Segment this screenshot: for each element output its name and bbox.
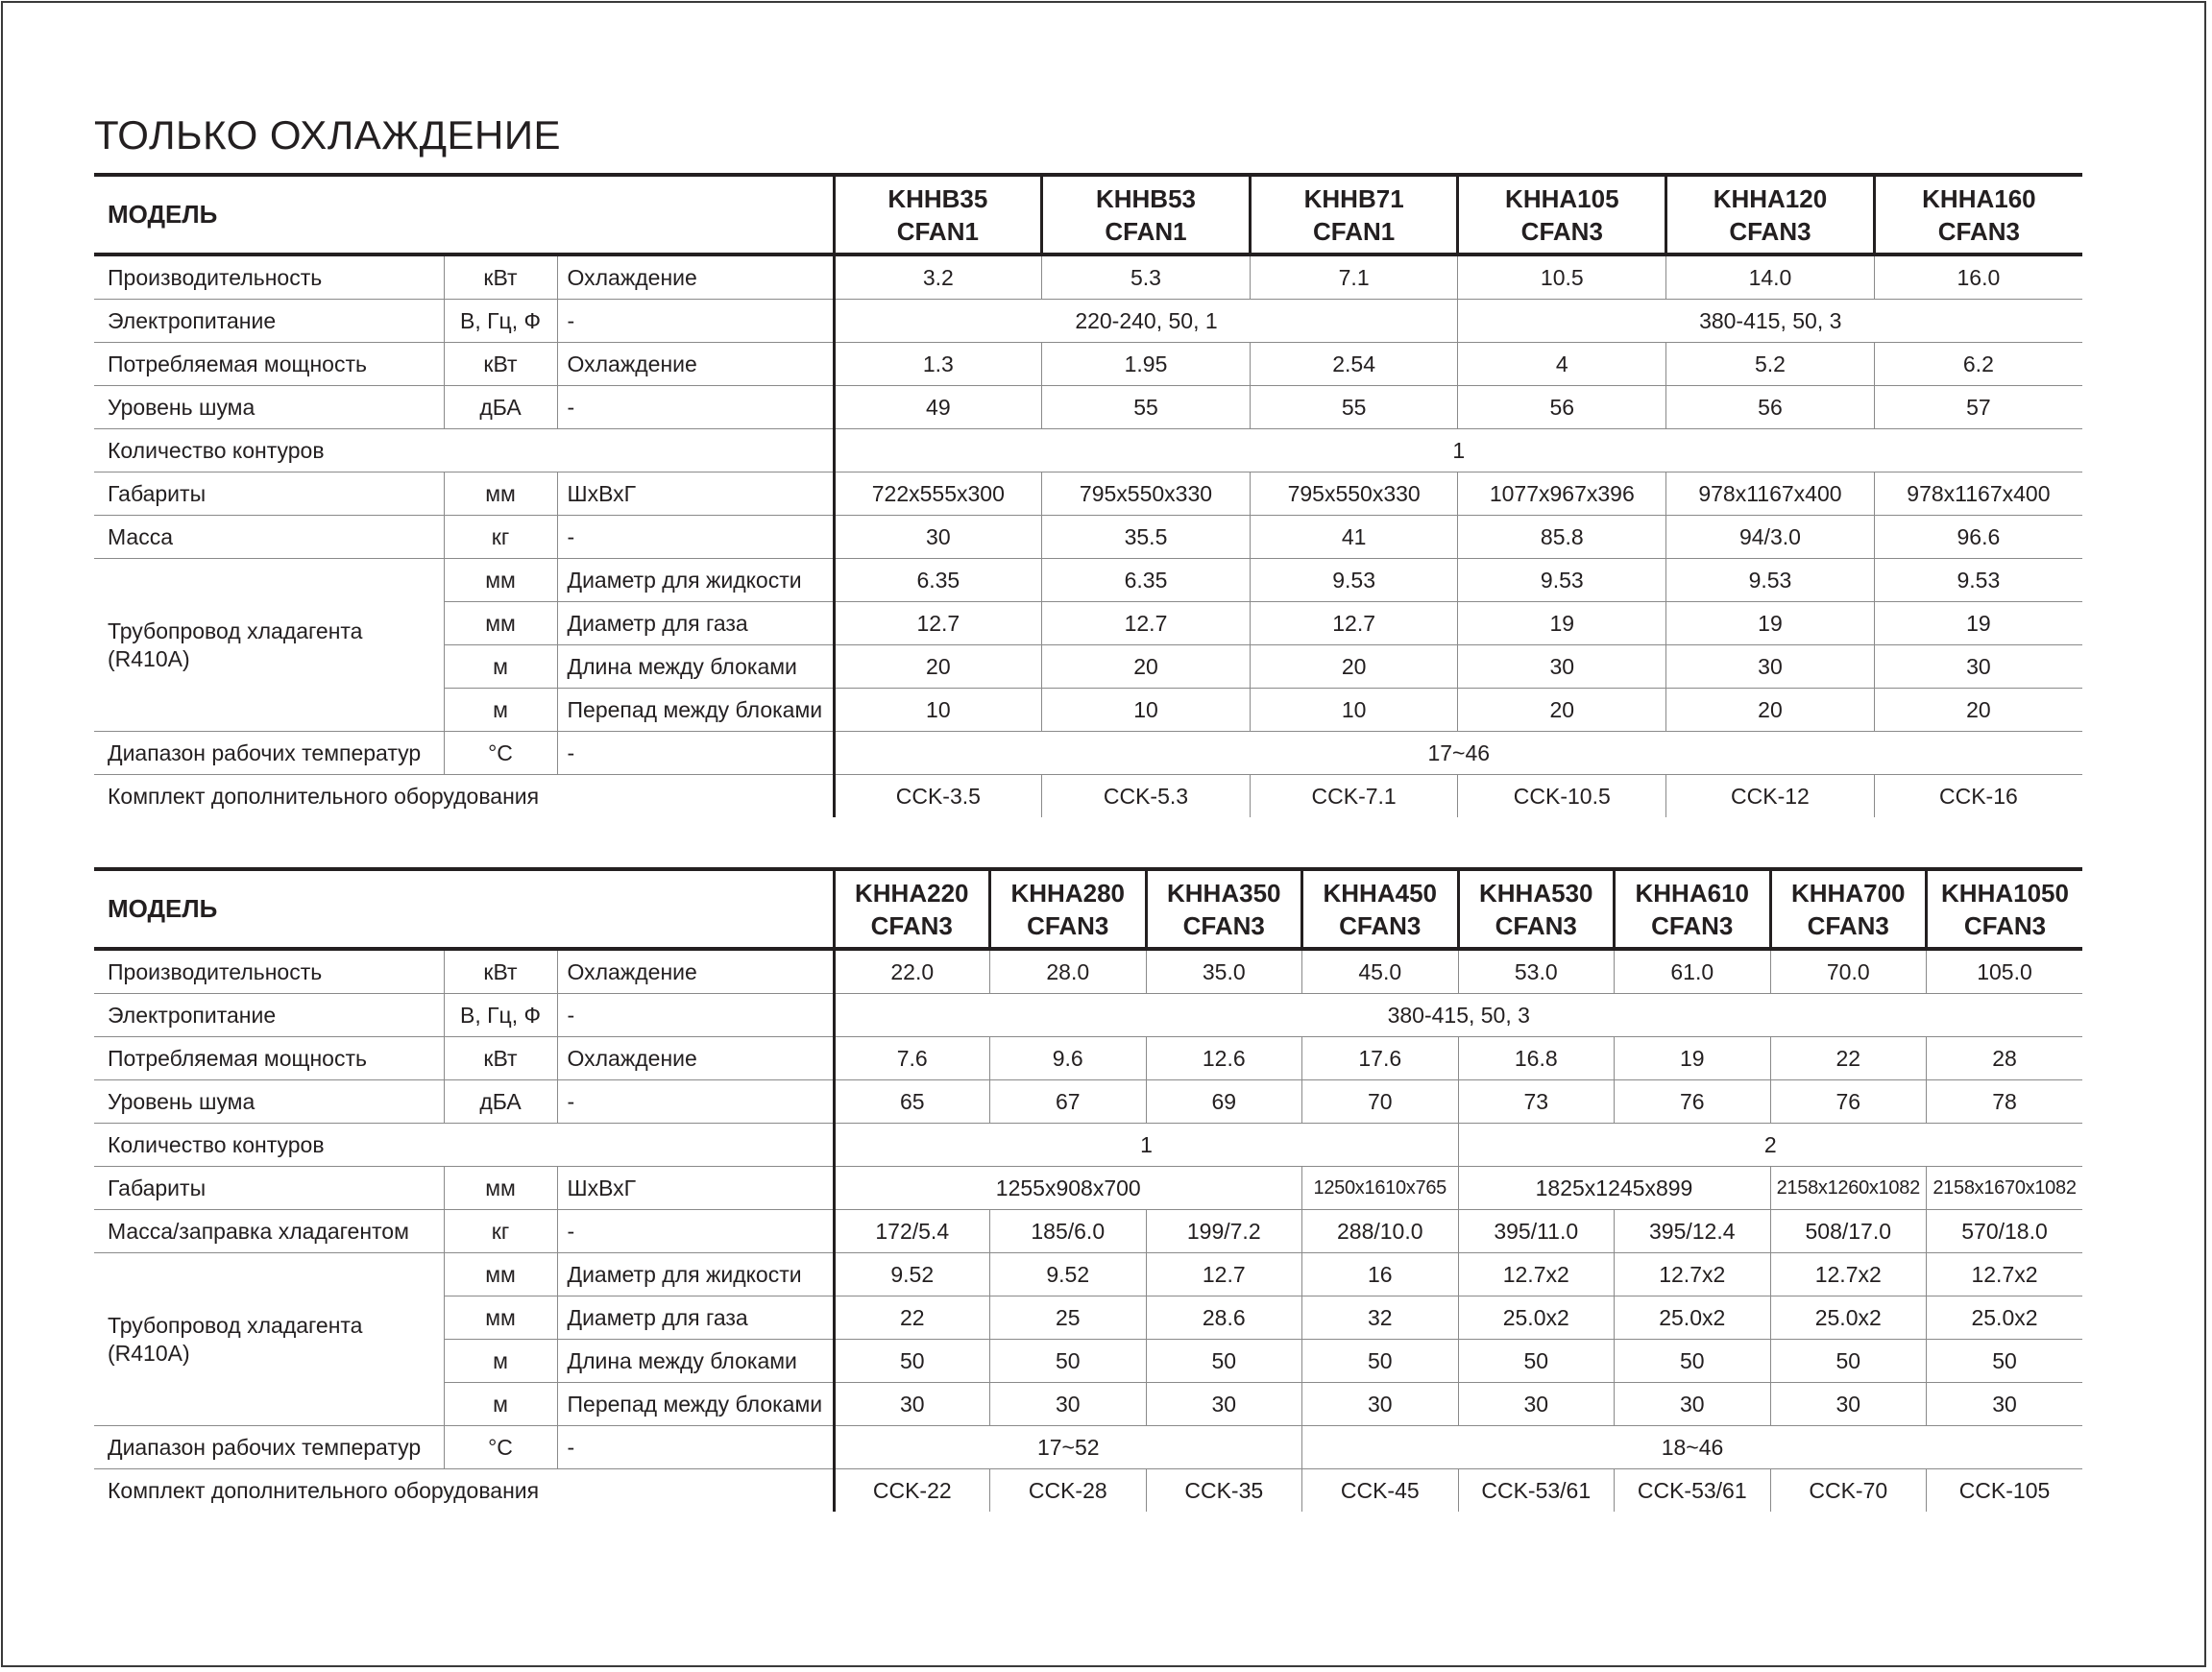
model-header-cell [1770, 869, 1927, 949]
value-cell: 14.0 [1666, 254, 1875, 300]
value-cell: 5.2 [1666, 343, 1875, 386]
value-cell: 10 [1250, 689, 1458, 732]
condition-cell: ШхВхГ [557, 1167, 834, 1210]
value-cell: 9.6 [990, 1037, 1147, 1080]
value-cell: 28.0 [990, 949, 1147, 994]
value-cell: 20 [834, 645, 1042, 689]
param-label: Комплект дополнительного оборудования [94, 775, 834, 818]
value-cell: 55 [1042, 386, 1251, 429]
table-row [94, 429, 2082, 473]
model-name-line2: CFAN3 [1729, 216, 1811, 246]
model-name-line2: CFAN3 [870, 910, 953, 940]
condition-cell: - [557, 300, 834, 343]
unit-cell: мм [444, 559, 557, 602]
value-cell: 50 [990, 1340, 1147, 1383]
value-cell: 9.53 [1458, 559, 1666, 602]
condition-cell: Диаметр для газа [557, 1296, 834, 1340]
value-cell: 795x550x330 [1250, 473, 1458, 516]
unit-cell: °C [444, 732, 557, 775]
value-cell: 20 [1458, 689, 1666, 732]
model-header-label: МОДЕЛЬ [94, 175, 834, 254]
param-label: Количество контуров [94, 1124, 834, 1167]
value-cell: 25.0x2 [1458, 1296, 1615, 1340]
param-label: Уровень шума [94, 386, 444, 429]
condition-cell: Длина между блоками [557, 1340, 834, 1383]
param-label: Масса/заправка хладагентом [94, 1210, 444, 1253]
value-cell: 172/5.4 [834, 1210, 990, 1253]
value-cell: 19 [1666, 602, 1875, 645]
value-cell: 57 [1874, 386, 2082, 429]
unit-cell: м [444, 1383, 557, 1426]
value-cell: 288/10.0 [1302, 1210, 1459, 1253]
unit-cell: В, Гц, Ф [444, 994, 557, 1037]
unit-cell: мм [444, 1167, 557, 1210]
value-cell: CCK-16 [1874, 775, 2082, 818]
value-cell: 50 [1302, 1340, 1459, 1383]
value-cell: 10 [834, 689, 1042, 732]
value-cell: 9.53 [1250, 559, 1458, 602]
value-cell: 12.7 [834, 602, 1042, 645]
value-cell: 2158x1670x1082 [1927, 1167, 2083, 1210]
unit-cell: °C [444, 1426, 557, 1469]
value-cell: 1077x967x396 [1458, 473, 1666, 516]
condition-cell: - [557, 1210, 834, 1253]
model-header-label: МОДЕЛЬ [94, 869, 834, 949]
value-cell: 2158x1260x1082 [1770, 1167, 1927, 1210]
value-cell: 12.7x2 [1770, 1253, 1927, 1296]
model-name-line1: KHHA530 [1479, 878, 1593, 908]
condition-cell: - [557, 1426, 834, 1469]
value-cell: 96.6 [1874, 516, 2082, 559]
param-label: Потребляемая мощность [94, 1037, 444, 1080]
value-cell: 30 [1874, 645, 2082, 689]
model-header-cell [1042, 175, 1251, 254]
model-name-line1: KHHB71 [1303, 183, 1404, 213]
value-cell: 30 [1666, 645, 1875, 689]
value-cell: 6.2 [1874, 343, 2082, 386]
param-label: Габариты [94, 1167, 444, 1210]
value-cell: 50 [834, 1340, 990, 1383]
model-name-line1: KHHA280 [1010, 878, 1125, 908]
unit-cell: кВт [444, 1037, 557, 1080]
unit-cell: мм [444, 473, 557, 516]
value-cell: CCK-5.3 [1042, 775, 1251, 818]
model-header-cell [1458, 869, 1615, 949]
model-header-cell [1458, 175, 1666, 254]
unit-cell: кг [444, 516, 557, 559]
model-name-line2: CFAN3 [1027, 910, 1109, 940]
value-cell: 50 [1146, 1340, 1302, 1383]
page-title: ТОЛЬКО ОХЛАЖДЕНИЕ [94, 112, 562, 158]
value-cell: 22 [1770, 1037, 1927, 1080]
model-name-line2: CFAN3 [1182, 910, 1265, 940]
value-cell: 50 [1927, 1340, 2083, 1383]
value-cell: 61.0 [1615, 949, 1771, 994]
model-header-cell [1250, 175, 1458, 254]
value-cell: 12.7x2 [1615, 1253, 1771, 1296]
value-cell: 22.0 [834, 949, 990, 994]
model-name-line1: KHHA160 [1922, 183, 2036, 213]
value-cell: 19 [1874, 602, 2082, 645]
value-cell: 2.54 [1250, 343, 1458, 386]
model-name-line2: CFAN3 [1495, 910, 1577, 940]
model-name-line2: CFAN1 [1313, 216, 1396, 246]
unit-cell: В, Гц, Ф [444, 300, 557, 343]
unit-cell: мм [444, 1296, 557, 1340]
model-name-line1: KHHA120 [1713, 183, 1828, 213]
value-cell: 199/7.2 [1146, 1210, 1302, 1253]
value-cell: 19 [1615, 1037, 1771, 1080]
unit-cell: кг [444, 1210, 557, 1253]
value-cell: 28 [1927, 1037, 2083, 1080]
condition-cell: Диаметр для жидкости [557, 559, 834, 602]
condition-cell: Охлаждение [557, 1037, 834, 1080]
model-name-line2: CFAN3 [1937, 216, 2021, 246]
table-row [94, 775, 2082, 818]
value-cell: 94/3.0 [1666, 516, 1875, 559]
value-cell: 12.7x2 [1927, 1253, 2083, 1296]
value-cell: 30 [1458, 1383, 1615, 1426]
model-header-cell [1615, 869, 1771, 949]
param-label: Количество контуров [94, 429, 834, 473]
value-cell: 30 [1615, 1383, 1771, 1426]
value-cell: 1250x1610x765 [1302, 1167, 1459, 1210]
param-label: Производительность [94, 949, 444, 994]
value-cell: 10.5 [1458, 254, 1666, 300]
unit-cell: кВт [444, 254, 557, 300]
value-cell: 25.0x2 [1927, 1296, 2083, 1340]
condition-cell: - [557, 1080, 834, 1124]
condition-cell: Перепад между блоками [557, 689, 834, 732]
model-name-line1: KHHA610 [1635, 878, 1749, 908]
value-cell: 9.52 [834, 1253, 990, 1296]
value-cell: 17~46 [834, 732, 2082, 775]
value-cell: 70.0 [1770, 949, 1927, 994]
value-cell: 16.8 [1458, 1037, 1615, 1080]
value-cell: 7.1 [1250, 254, 1458, 300]
table-row [94, 1124, 2082, 1167]
model-name-line1: KHHA450 [1323, 878, 1437, 908]
model-name-line2: CFAN3 [1339, 910, 1422, 940]
model-name-line1: KHHA350 [1167, 878, 1281, 908]
model-header-cell [834, 869, 990, 949]
model-name-line2: CFAN3 [1651, 910, 1734, 940]
model-header-cell [1302, 869, 1459, 949]
table-row [94, 994, 2082, 1037]
unit-cell: м [444, 645, 557, 689]
param-label: Уровень шума [94, 1080, 444, 1124]
unit-cell: м [444, 689, 557, 732]
model-name-line2: CFAN1 [896, 216, 979, 246]
param-label: Трубопровод хладагента (R410A) [94, 559, 444, 732]
value-cell: 570/18.0 [1927, 1210, 2083, 1253]
param-label: Диапазон рабочих температур [94, 1426, 444, 1469]
condition-cell: Диаметр для жидкости [557, 1253, 834, 1296]
value-cell: 1.95 [1042, 343, 1251, 386]
param-label: Электропитание [94, 994, 444, 1037]
value-cell: 16 [1302, 1253, 1459, 1296]
value-cell: 67 [990, 1080, 1147, 1124]
value-cell: 76 [1770, 1080, 1927, 1124]
param-label: Масса [94, 516, 444, 559]
value-cell: 22 [834, 1296, 990, 1340]
param-label: Трубопровод хладагента (R410A) [94, 1253, 444, 1426]
value-cell: 1825x1245x899 [1458, 1167, 1770, 1210]
model-header-cell [1146, 869, 1302, 949]
condition-cell: Охлаждение [557, 343, 834, 386]
value-cell: CCK-22 [834, 1469, 990, 1513]
model-name-line2: CFAN3 [1520, 216, 1603, 246]
value-cell: 69 [1146, 1080, 1302, 1124]
table-row [94, 1210, 2082, 1253]
model-name-line1: KHHA1050 [1941, 878, 2069, 908]
value-cell: 722x555x300 [834, 473, 1042, 516]
value-cell: 20 [1250, 645, 1458, 689]
value-cell: CCK-70 [1770, 1469, 1927, 1513]
condition-cell: - [557, 386, 834, 429]
value-cell: CCK-35 [1146, 1469, 1302, 1513]
value-cell: 380-415, 50, 3 [1458, 300, 2082, 343]
unit-cell: кВт [444, 343, 557, 386]
table-row [94, 300, 2082, 343]
value-cell: 20 [1042, 645, 1251, 689]
value-cell: 16.0 [1874, 254, 2082, 300]
value-cell: 5.3 [1042, 254, 1251, 300]
value-cell: 508/17.0 [1770, 1210, 1927, 1253]
value-cell: 19 [1458, 602, 1666, 645]
value-cell: 17~52 [834, 1426, 1302, 1469]
model-header-cell [1666, 175, 1875, 254]
value-cell: 55 [1250, 386, 1458, 429]
table-row [94, 343, 2082, 386]
value-cell: CCK-28 [990, 1469, 1147, 1513]
table-row [94, 559, 2082, 602]
value-cell: 30 [1770, 1383, 1927, 1426]
value-cell: 25.0x2 [1615, 1296, 1771, 1340]
model-name-line1: KHHA220 [855, 878, 969, 908]
param-label: Электропитание [94, 300, 444, 343]
param-label: Габариты [94, 473, 444, 516]
model-header-cell [834, 175, 1042, 254]
value-cell: 12.7 [1250, 602, 1458, 645]
unit-cell: мм [444, 602, 557, 645]
model-name-line2: CFAN3 [1807, 910, 1889, 940]
value-cell: 17.6 [1302, 1037, 1459, 1080]
table-row [94, 473, 2082, 516]
value-cell: 2 [1458, 1124, 2082, 1167]
value-cell: 380-415, 50, 3 [834, 994, 2082, 1037]
value-cell: 28.6 [1146, 1296, 1302, 1340]
table-row [94, 1037, 2082, 1080]
condition-cell: ШхВхГ [557, 473, 834, 516]
value-cell: 3.2 [834, 254, 1042, 300]
value-cell: CCK-7.1 [1250, 775, 1458, 818]
value-cell: 35.5 [1042, 516, 1251, 559]
value-cell: 20 [1874, 689, 2082, 732]
model-name-line1: KHHA105 [1505, 183, 1619, 213]
unit-cell: мм [444, 1253, 557, 1296]
value-cell: 45.0 [1302, 949, 1459, 994]
value-cell: 220-240, 50, 1 [834, 300, 1458, 343]
model-name-line1: KHHA700 [1791, 878, 1906, 908]
value-cell: 35.0 [1146, 949, 1302, 994]
value-cell: 30 [1302, 1383, 1459, 1426]
condition-cell: Охлаждение [557, 254, 834, 300]
spec-table-1 [94, 173, 2082, 817]
value-cell: 85.8 [1458, 516, 1666, 559]
value-cell: 1 [834, 429, 2082, 473]
value-cell: 50 [1615, 1340, 1771, 1383]
value-cell: 70 [1302, 1080, 1459, 1124]
value-cell: 9.52 [990, 1253, 1147, 1296]
value-cell: CCK-53/61 [1458, 1469, 1615, 1513]
table-row [94, 949, 2082, 994]
value-cell: 30 [834, 1383, 990, 1426]
table-row [94, 386, 2082, 429]
table-row [94, 1167, 2082, 1210]
value-cell: 20 [1666, 689, 1875, 732]
condition-cell: - [557, 994, 834, 1037]
model-name-line2: CFAN3 [1963, 910, 2047, 940]
param-label: Производительность [94, 254, 444, 300]
value-cell: 41 [1250, 516, 1458, 559]
value-cell: 30 [1146, 1383, 1302, 1426]
value-cell: 73 [1458, 1080, 1615, 1124]
model-header-cell [1927, 869, 2083, 949]
value-cell: 4 [1458, 343, 1666, 386]
value-cell: 1255x908x700 [834, 1167, 1302, 1210]
model-name-line1: KHHB35 [887, 183, 988, 213]
value-cell: 978x1167x400 [1874, 473, 2082, 516]
value-cell: 50 [1770, 1340, 1927, 1383]
param-label: Комплект дополнительного оборудования [94, 1469, 834, 1513]
value-cell: CCK-3.5 [834, 775, 1042, 818]
unit-cell: дБА [444, 386, 557, 429]
condition-cell: Диаметр для газа [557, 602, 834, 645]
param-label: Потребляемая мощность [94, 343, 444, 386]
unit-cell: кВт [444, 949, 557, 994]
condition-cell: Охлаждение [557, 949, 834, 994]
value-cell: 12.7 [1042, 602, 1251, 645]
value-cell: 12.7 [1146, 1253, 1302, 1296]
value-cell: 12.7x2 [1458, 1253, 1615, 1296]
model-name-line2: CFAN1 [1105, 216, 1187, 246]
value-cell: 30 [834, 516, 1042, 559]
unit-cell: м [444, 1340, 557, 1383]
value-cell: 25 [990, 1296, 1147, 1340]
value-cell: 12.6 [1146, 1037, 1302, 1080]
table-header-row [94, 175, 2082, 254]
table-row [94, 516, 2082, 559]
value-cell: CCK-105 [1927, 1469, 2083, 1513]
table-row [94, 732, 2082, 775]
condition-cell: - [557, 732, 834, 775]
value-cell: 1 [834, 1124, 1458, 1167]
spec-table-2 [94, 867, 2082, 1512]
value-cell: 76 [1615, 1080, 1771, 1124]
unit-cell: дБА [444, 1080, 557, 1124]
value-cell: 6.35 [834, 559, 1042, 602]
value-cell: 18~46 [1302, 1426, 2083, 1469]
value-cell: 9.53 [1874, 559, 2082, 602]
value-cell: 7.6 [834, 1037, 990, 1080]
condition-cell: - [557, 516, 834, 559]
value-cell: 395/11.0 [1458, 1210, 1615, 1253]
value-cell: 1.3 [834, 343, 1042, 386]
value-cell: 65 [834, 1080, 990, 1124]
value-cell: 49 [834, 386, 1042, 429]
condition-cell: Перепад между блоками [557, 1383, 834, 1426]
value-cell: 105.0 [1927, 949, 2083, 994]
value-cell: 395/12.4 [1615, 1210, 1771, 1253]
param-label: Диапазон рабочих температур [94, 732, 444, 775]
value-cell: 78 [1927, 1080, 2083, 1124]
value-cell: CCK-45 [1302, 1469, 1459, 1513]
table-row [94, 1080, 2082, 1124]
value-cell: 30 [1927, 1383, 2083, 1426]
table-row [94, 254, 2082, 300]
model-header-cell [990, 869, 1147, 949]
value-cell: 25.0x2 [1770, 1296, 1927, 1340]
value-cell: 9.53 [1666, 559, 1875, 602]
table-header-row [94, 869, 2082, 949]
value-cell: 56 [1458, 386, 1666, 429]
value-cell: 30 [1458, 645, 1666, 689]
value-cell: 50 [1458, 1340, 1615, 1383]
value-cell: 185/6.0 [990, 1210, 1147, 1253]
table-row [94, 1253, 2082, 1296]
condition-cell: Длина между блоками [557, 645, 834, 689]
value-cell: 10 [1042, 689, 1251, 732]
value-cell: CCK-10.5 [1458, 775, 1666, 818]
value-cell: 795x550x330 [1042, 473, 1251, 516]
value-cell: 30 [990, 1383, 1147, 1426]
value-cell: 6.35 [1042, 559, 1251, 602]
value-cell: 978x1167x400 [1666, 473, 1875, 516]
value-cell: CCK-53/61 [1615, 1469, 1771, 1513]
value-cell: 32 [1302, 1296, 1459, 1340]
value-cell: 56 [1666, 386, 1875, 429]
model-header-cell [1874, 175, 2082, 254]
model-name-line1: KHHB53 [1095, 183, 1196, 213]
table-row [94, 1469, 2082, 1513]
table-row [94, 1426, 2082, 1469]
value-cell: CCK-12 [1666, 775, 1875, 818]
value-cell: 53.0 [1458, 949, 1615, 994]
